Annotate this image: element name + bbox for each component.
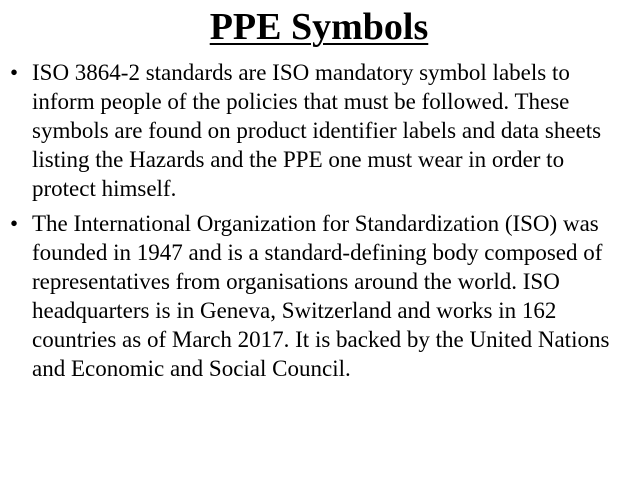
bullet-item-iso-labels	[10, 58, 632, 203]
bullet-marker: •	[10, 211, 19, 236]
bullet-text: The International Organization for Standardization (ISO) was founded in 1947 and is a standard-defining body composed of representatives from organisations around the world. ISO headquarters is in Geneva, Switzerland and works in 162 countries as of March 2017. It is backed by the United Nations and Economic and Social Council.	[32, 211, 610, 381]
bullet-list	[10, 58, 632, 389]
slide-title: PPE Symbols	[209, 6, 429, 48]
bullet-marker: •	[10, 60, 19, 85]
bullet-text: ISO 3864-2 standards are ISO mandatory symbol labels to inform people of the policies that must be followed. These symbols are found on product identifier labels and data sheets listing the Hazards and the PPE one must wear in order to protect himself.	[32, 60, 602, 201]
bullet-item-iso-organization	[10, 209, 632, 383]
